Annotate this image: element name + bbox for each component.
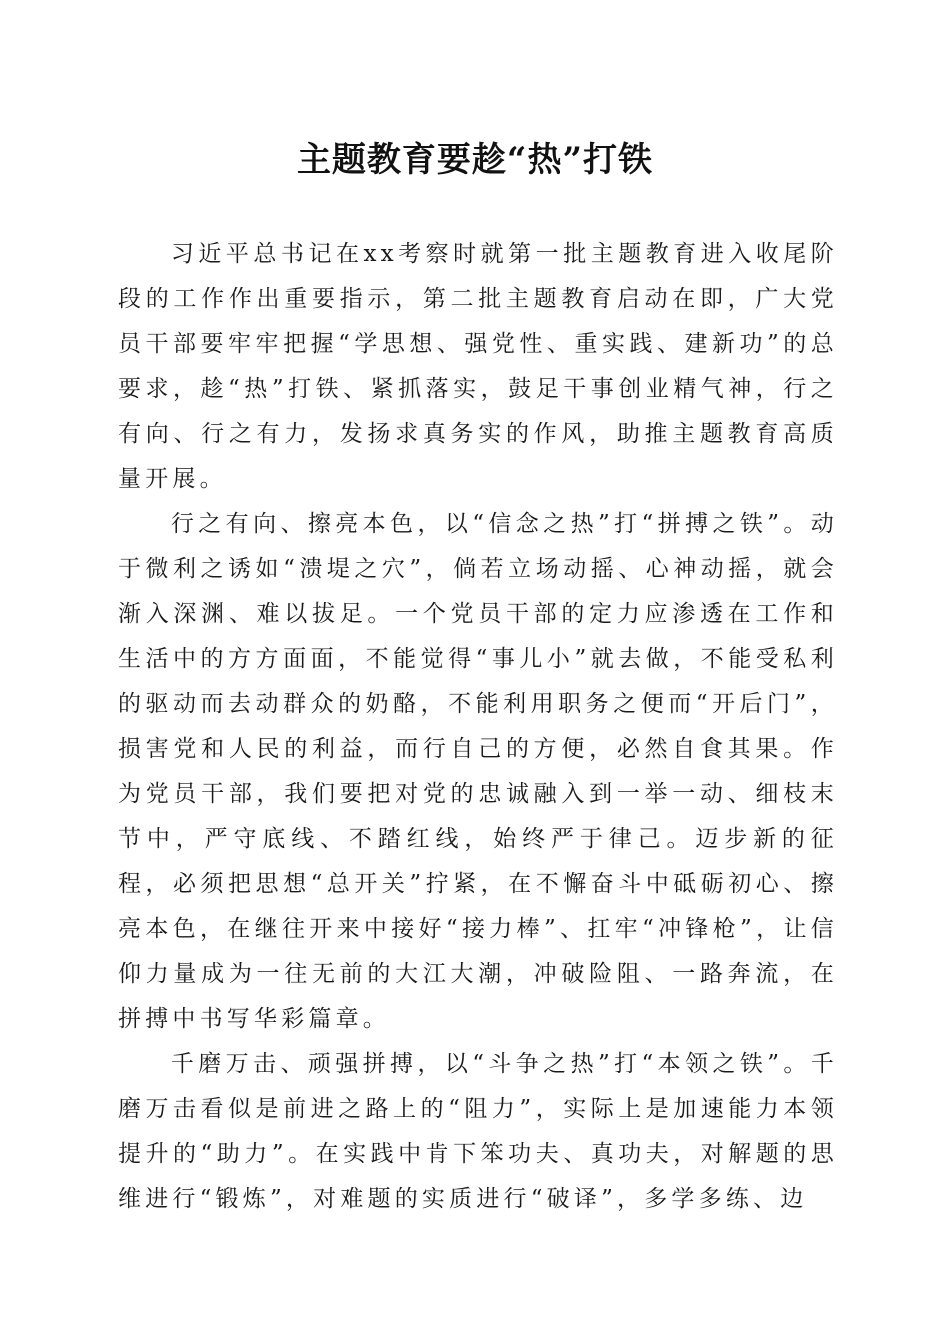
document-body [118, 232, 838, 1222]
paragraph-belief: 行之有向、擦亮本色，以“信念之热”打“拼搏之铁”。动于微利之诱如“溃堤之穴”，倘若立场动摇、心神动摇，就会渐入深渊、难以拔足。一个党员干部的定力应渗透在工作和生活中的方方面面，不能觉得“事儿小”就去做，不能受私利的驱动而去动群众的奶酪，不能利用职务之便而“开后门”，损害党和人民的利益，而行自己的方便，必然自食其果。作为党员干部，我们要把对党的忠诚融入到一举一动、细枝末节中，严守底线、不踏红线，始终严于律己。迈步新的征程，必须把思想“总开关”拧紧，在不懈奋斗中砥砺初心、擦亮本色，在继往开来中接好“接力棒”、扛牢“冲锋枪”，让信仰力量成为一往无前的大江大潮，冲破险阻、一路奔流，在拼搏中书写华彩篇章。 [118, 511, 838, 1032]
paragraph-struggle: 千磨万击、顽强拼搏，以“斗争之热”打“本领之铁”。千磨万击看似是前进之路上的“阻力”，实际上是加速能力本领提升的“助力”。在实践中肯下笨功夫、真功夫，对解题的思维进行“锻炼”，对难题的实质进行“破译”，多学多练、边 [118, 1051, 838, 1212]
document-title: 主题教育要趁“热”打铁 [296, 140, 654, 180]
paragraph-intro: 习近平总书记在xx考察时就第一批主题教育进入收尾阶段的工作作出重要指示，第二批主题教育启动在即，广大党员干部要牢牢把握“学思想、强党性、重实践、建新功”的总要求，趁“热”打铁、紧抓落实，鼓足干事创业精气神，行之有向、行之有力，发扬求真务实的作风，助推主题教育高质量开展。 [118, 241, 838, 492]
